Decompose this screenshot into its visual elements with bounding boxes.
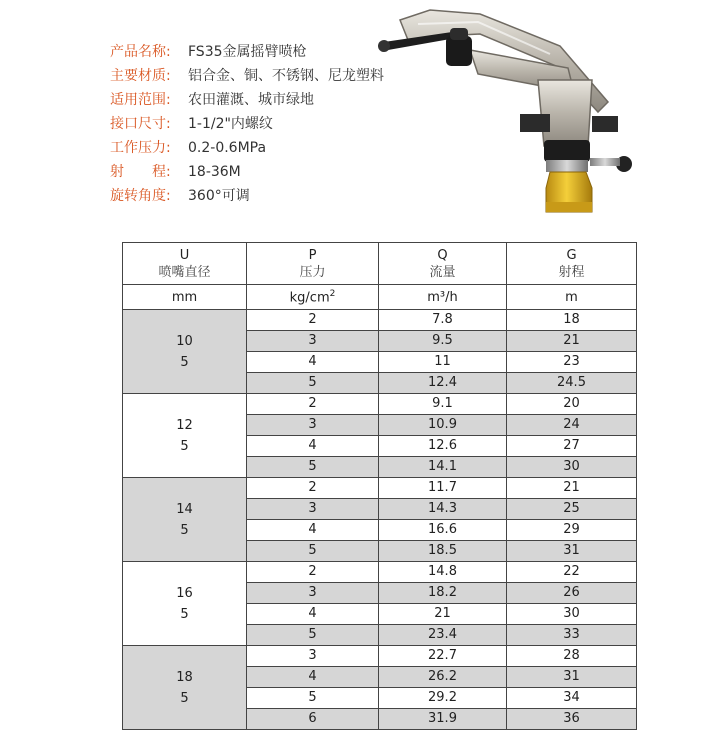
flow-cell: 22.7 <box>379 646 507 667</box>
pressure-cell: 4 <box>247 667 379 688</box>
header-q <box>379 243 507 285</box>
pressure-cell: 3 <box>247 646 379 667</box>
header-code: P <box>308 247 317 263</box>
range-cell: 29 <box>507 520 637 541</box>
pressure-cell: 5 <box>247 688 379 709</box>
range-cell: 31 <box>507 667 637 688</box>
spec-key: 适用范围: <box>110 92 171 108</box>
pressure-cell: 4 <box>247 520 379 541</box>
spec-row-material <box>110 64 384 88</box>
table-row <box>123 394 637 415</box>
flow-cell: 14.8 <box>379 562 507 583</box>
unit-row <box>123 285 637 310</box>
pressure-cell: 5 <box>247 625 379 646</box>
flow-cell: 14.1 <box>379 457 507 478</box>
range-cell: 31 <box>507 541 637 562</box>
range-cell: 22 <box>507 562 637 583</box>
nozzle-diameter-cell <box>123 394 247 478</box>
unit-q: m³/h <box>379 285 507 310</box>
spec-key: 主要材质: <box>110 68 171 84</box>
pressure-cell: 3 <box>247 499 379 520</box>
pressure-cell: 3 <box>247 331 379 352</box>
spec-value: FS35金属摇臂喷枪 <box>188 44 307 60</box>
spec-list <box>110 40 384 208</box>
pressure-cell: 2 <box>247 310 379 331</box>
spec-row-rotation <box>110 184 384 208</box>
nozzle-diameter-line2: 5 <box>180 354 189 370</box>
range-cell: 34 <box>507 688 637 709</box>
spec-value: 农田灌溉、城市绿地 <box>188 92 314 108</box>
unit-u: mm <box>123 285 247 310</box>
nozzle-diameter-cell <box>123 646 247 730</box>
flow-cell: 18.2 <box>379 583 507 604</box>
nozzle-diameter-line2: 5 <box>180 438 189 454</box>
spec-key: 产品名称: <box>110 44 171 60</box>
pressure-cell: 2 <box>247 394 379 415</box>
spec-row-range <box>110 160 384 184</box>
nozzle-diameter-line1: 16 <box>176 585 193 601</box>
flow-cell: 9.5 <box>379 331 507 352</box>
pressure-cell: 5 <box>247 541 379 562</box>
table-row <box>123 562 637 583</box>
range-cell: 27 <box>507 436 637 457</box>
spec-key: 接口尺寸: <box>110 116 171 132</box>
flow-cell: 16.6 <box>379 520 507 541</box>
nozzle-diameter-line2: 5 <box>180 522 189 538</box>
spec-value: 1-1/2"内螺纹 <box>188 116 273 132</box>
flow-cell: 26.2 <box>379 667 507 688</box>
header-code: Q <box>437 247 448 263</box>
nozzle-diameter-cell <box>123 478 247 562</box>
nozzle-diameter-line1: 12 <box>176 417 193 433</box>
nozzle-diameter-line1: 10 <box>176 333 193 349</box>
range-cell: 33 <box>507 625 637 646</box>
pressure-cell: 5 <box>247 457 379 478</box>
table-row <box>123 310 637 331</box>
pressure-cell: 3 <box>247 583 379 604</box>
spec-row-application <box>110 88 384 112</box>
spec-key: 射 程: <box>110 164 171 180</box>
nozzle-diameter-cell <box>123 562 247 646</box>
spec-key: 旋转角度: <box>110 188 171 204</box>
pressure-cell: 4 <box>247 352 379 373</box>
unit-p-base: kg/cm <box>289 290 330 306</box>
spec-key: 工作压力: <box>110 140 171 156</box>
header-u <box>123 243 247 285</box>
range-cell: 30 <box>507 457 637 478</box>
range-cell: 21 <box>507 331 637 352</box>
flow-cell: 11.7 <box>379 478 507 499</box>
range-cell: 36 <box>507 709 637 730</box>
nozzle-diameter-cell <box>123 310 247 394</box>
spec-row-pressure <box>110 136 384 160</box>
performance-table <box>122 242 637 730</box>
pressure-cell: 2 <box>247 478 379 499</box>
flow-cell: 11 <box>379 352 507 373</box>
header-code: U <box>179 247 190 263</box>
flow-cell: 10.9 <box>379 415 507 436</box>
nozzle-diameter-line1: 18 <box>176 669 193 685</box>
unit-p <box>247 285 379 310</box>
range-cell: 21 <box>507 478 637 499</box>
flow-cell: 29.2 <box>379 688 507 709</box>
header-p <box>247 243 379 285</box>
range-cell: 23 <box>507 352 637 373</box>
range-cell: 20 <box>507 394 637 415</box>
flow-cell: 21 <box>379 604 507 625</box>
table-row <box>123 478 637 499</box>
header-label: 压力 <box>299 264 326 280</box>
table-row <box>123 646 637 667</box>
flow-cell: 14.3 <box>379 499 507 520</box>
spec-value: 18-36M <box>188 164 241 180</box>
header-g <box>507 243 637 285</box>
flow-cell: 31.9 <box>379 709 507 730</box>
nozzle-diameter-line2: 5 <box>180 606 189 622</box>
spec-value: 铝合金、铜、不锈钢、尼龙塑料 <box>188 68 384 84</box>
header-row <box>123 243 637 285</box>
nozzle-diameter-line1: 14 <box>176 501 193 517</box>
nozzle-diameter-line2: 5 <box>180 690 189 706</box>
header-label: 射程 <box>558 264 585 280</box>
range-cell: 26 <box>507 583 637 604</box>
flow-cell: 18.5 <box>379 541 507 562</box>
header-label: 流量 <box>429 264 456 280</box>
spec-row-name <box>110 40 384 64</box>
range-cell: 18 <box>507 310 637 331</box>
range-cell: 30 <box>507 604 637 625</box>
table-body <box>123 243 637 730</box>
pressure-cell: 4 <box>247 604 379 625</box>
header-code: G <box>566 247 577 263</box>
range-cell: 24 <box>507 415 637 436</box>
range-cell: 25 <box>507 499 637 520</box>
range-cell: 28 <box>507 646 637 667</box>
flow-cell: 23.4 <box>379 625 507 646</box>
pressure-cell: 5 <box>247 373 379 394</box>
sprinkler-gun-image <box>360 6 660 226</box>
pressure-cell: 2 <box>247 562 379 583</box>
header-label: 喷嘴直径 <box>158 264 211 280</box>
spec-row-connection <box>110 112 384 136</box>
pressure-cell: 6 <box>247 709 379 730</box>
range-cell: 24.5 <box>507 373 637 394</box>
flow-cell: 9.1 <box>379 394 507 415</box>
flow-cell: 12.6 <box>379 436 507 457</box>
unit-p-sup: 2 <box>329 288 336 299</box>
spec-value: 360°可调 <box>188 188 250 204</box>
flow-cell: 7.8 <box>379 310 507 331</box>
pressure-cell: 3 <box>247 415 379 436</box>
pressure-cell: 4 <box>247 436 379 457</box>
unit-g: m <box>507 285 637 310</box>
spec-value: 0.2-0.6MPa <box>188 140 267 156</box>
flow-cell: 12.4 <box>379 373 507 394</box>
